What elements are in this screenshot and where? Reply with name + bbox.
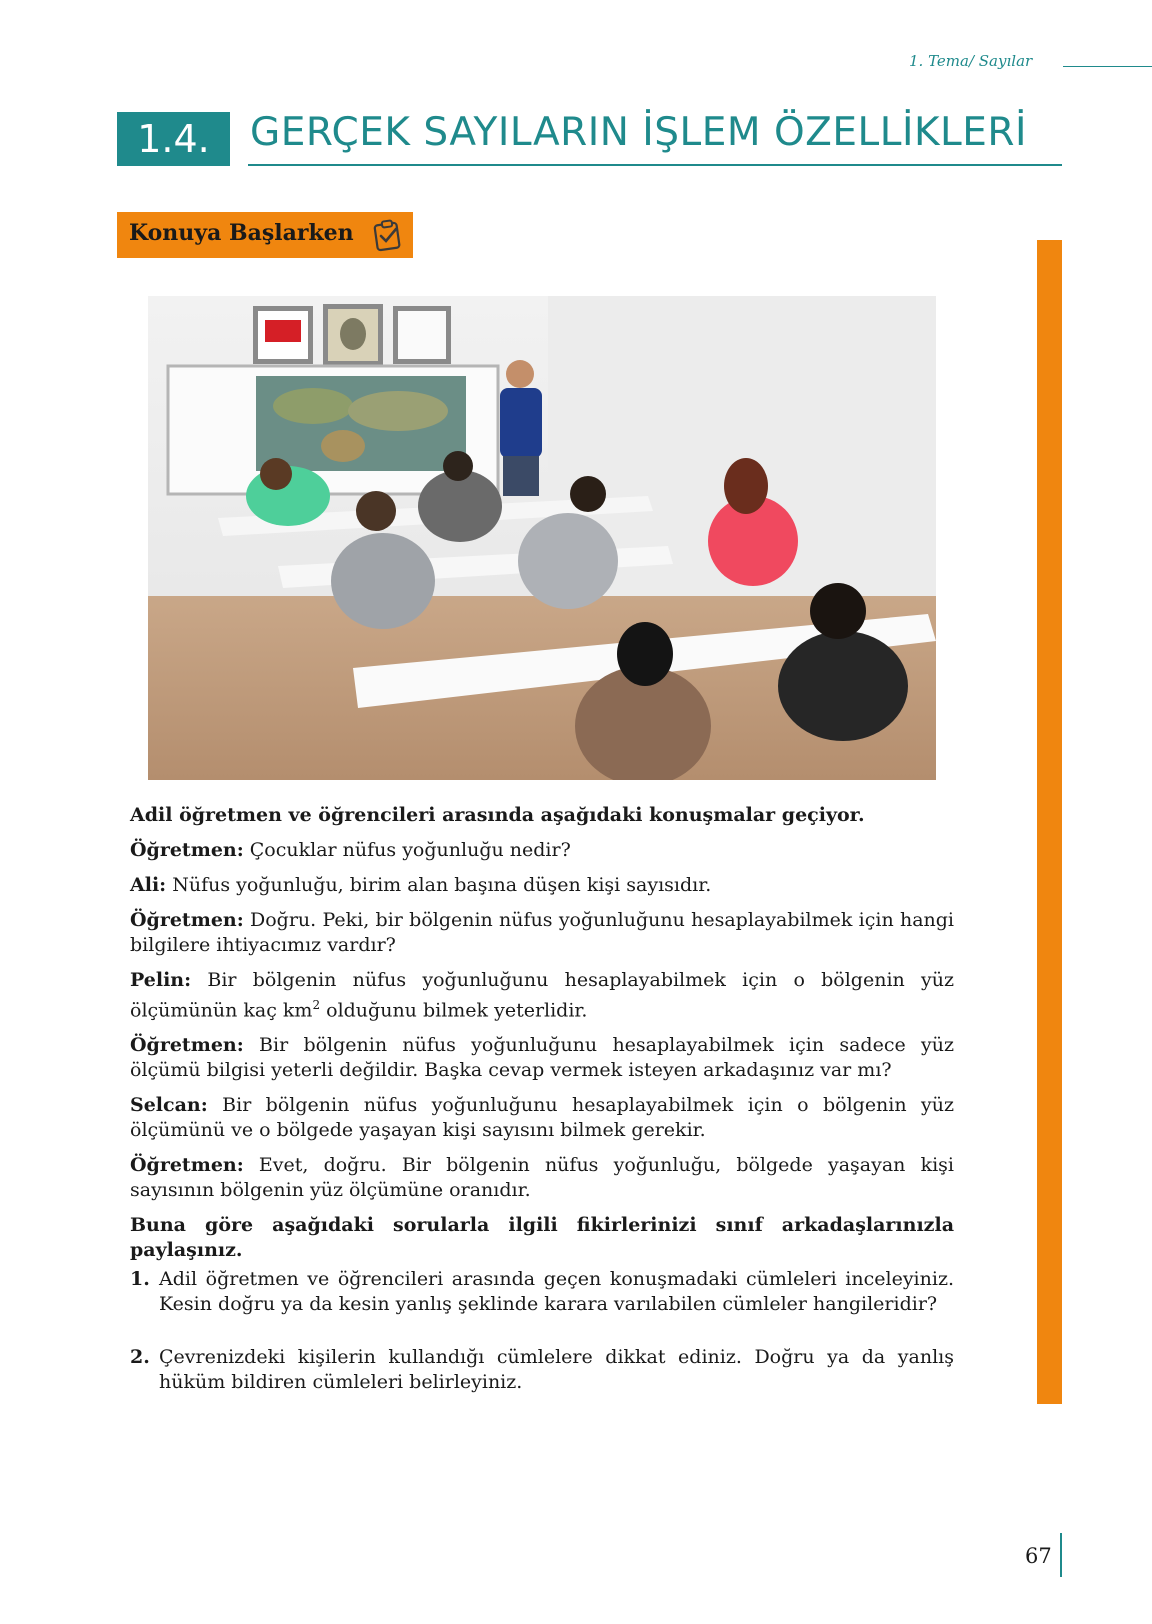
section-title-underline — [248, 164, 1062, 166]
page-number-rule — [1060, 1533, 1062, 1577]
speaker: Öğretmen: — [130, 1034, 244, 1057]
speaker: Öğretmen: — [130, 909, 244, 931]
speaker: Öğretmen: — [130, 1154, 244, 1177]
dialogue-line — [130, 908, 954, 958]
question-item — [130, 1345, 954, 1395]
question-text: Adil öğretmen ve öğrencileri arasında geçen konuşmadaki cümleleri inceleyiniz. Kesin doğru ya da kesin yanlış şeklinde karara varılabilen cümleler hangileridir? — [159, 1268, 954, 1315]
question-number: 1. — [130, 1268, 150, 1290]
dialogue-line — [130, 968, 954, 1023]
dialogue-line — [130, 873, 954, 898]
line-text-after: olduğunu bilmek yeterlidir. — [320, 999, 588, 1022]
dialogue-line — [130, 838, 954, 863]
dialogue-line — [130, 1153, 954, 1203]
line-text: Evet, doğru. Bir bölgenin nüfus yoğunluğu, bölgede yaşayan kişi sayısının bölgenin yüz ölçümüne oranıdır. — [130, 1154, 954, 1202]
question-number: 2. — [130, 1346, 150, 1368]
prompt-paragraph — [130, 1213, 954, 1263]
intro-text: Adil öğretmen ve öğrencileri arasında aşağıdaki konuşmalar geçiyor. — [130, 804, 865, 826]
header-rule — [1063, 66, 1152, 67]
line-text: Çocuklar nüfus yoğunluğu nedir? — [243, 839, 571, 861]
line-text: Doğru. Peki, bir bölgenin nüfus yoğunluğunu hesaplayabilmek için hangi bilgilere ihtiyacımız vardır? — [130, 909, 954, 956]
dialogue-block — [130, 803, 954, 1273]
question-text: Çevrenizdeki kişilerin kullandığı cümlelere dikkat ediniz. Doğru ya da yanlış hüküm bildiren cümleleri belirleyiniz. — [159, 1346, 954, 1393]
page-number: 67 — [1025, 1544, 1052, 1568]
section-number: 1.4. — [117, 112, 230, 166]
speaker: Ali: — [130, 874, 167, 896]
intro-paragraph — [130, 803, 954, 828]
theme-header: 1. Tema/ Sayılar — [909, 52, 1033, 70]
line-text: Bir bölgenin nüfus yoğunluğunu hesaplayabilmek için o bölgenin yüz ölçümünü ve o bölgede yaşayan kişi sayısını bilmek gerekir. — [130, 1094, 954, 1142]
prompt-text: Buna göre aşağıdaki sorularla ilgili fikirlerinizi sınıf arkadaşlarınızla paylaşınız. — [130, 1214, 954, 1262]
speaker: Pelin: — [130, 969, 192, 991]
speaker: Öğretmen: — [130, 839, 244, 861]
dialogue-line — [130, 1093, 954, 1143]
clipboard-check-icon — [371, 218, 405, 252]
start-topic-label: Konuya Başlarken — [129, 220, 354, 246]
speaker: Selcan: — [130, 1094, 208, 1117]
question-list — [130, 1267, 954, 1395]
superscript: 2 — [312, 998, 321, 1012]
line-text: Bir bölgenin nüfus yoğunluğunu hesaplayabilmek için sadece yüz ölçümü bilgisi yeterli değildir. Başka cevap vermek isteyen arkadaşınız var mı? — [130, 1034, 954, 1082]
classroom-photo — [148, 296, 936, 780]
start-topic-box — [117, 212, 413, 258]
dialogue-line — [130, 1033, 954, 1083]
section-title: GERÇEK SAYILARIN İŞLEM ÖZELLİKLERİ — [250, 110, 1028, 155]
line-text: Nüfus yoğunluğu, birim alan başına düşen kişi sayısıdır. — [166, 874, 712, 896]
line-text: Bir bölgenin nüfus yoğunluğunu hesaplayabilmek için o bölgenin yüz ölçümünün kaç km — [130, 969, 954, 1022]
question-item — [130, 1267, 954, 1317]
side-accent-bar — [1037, 240, 1062, 1404]
